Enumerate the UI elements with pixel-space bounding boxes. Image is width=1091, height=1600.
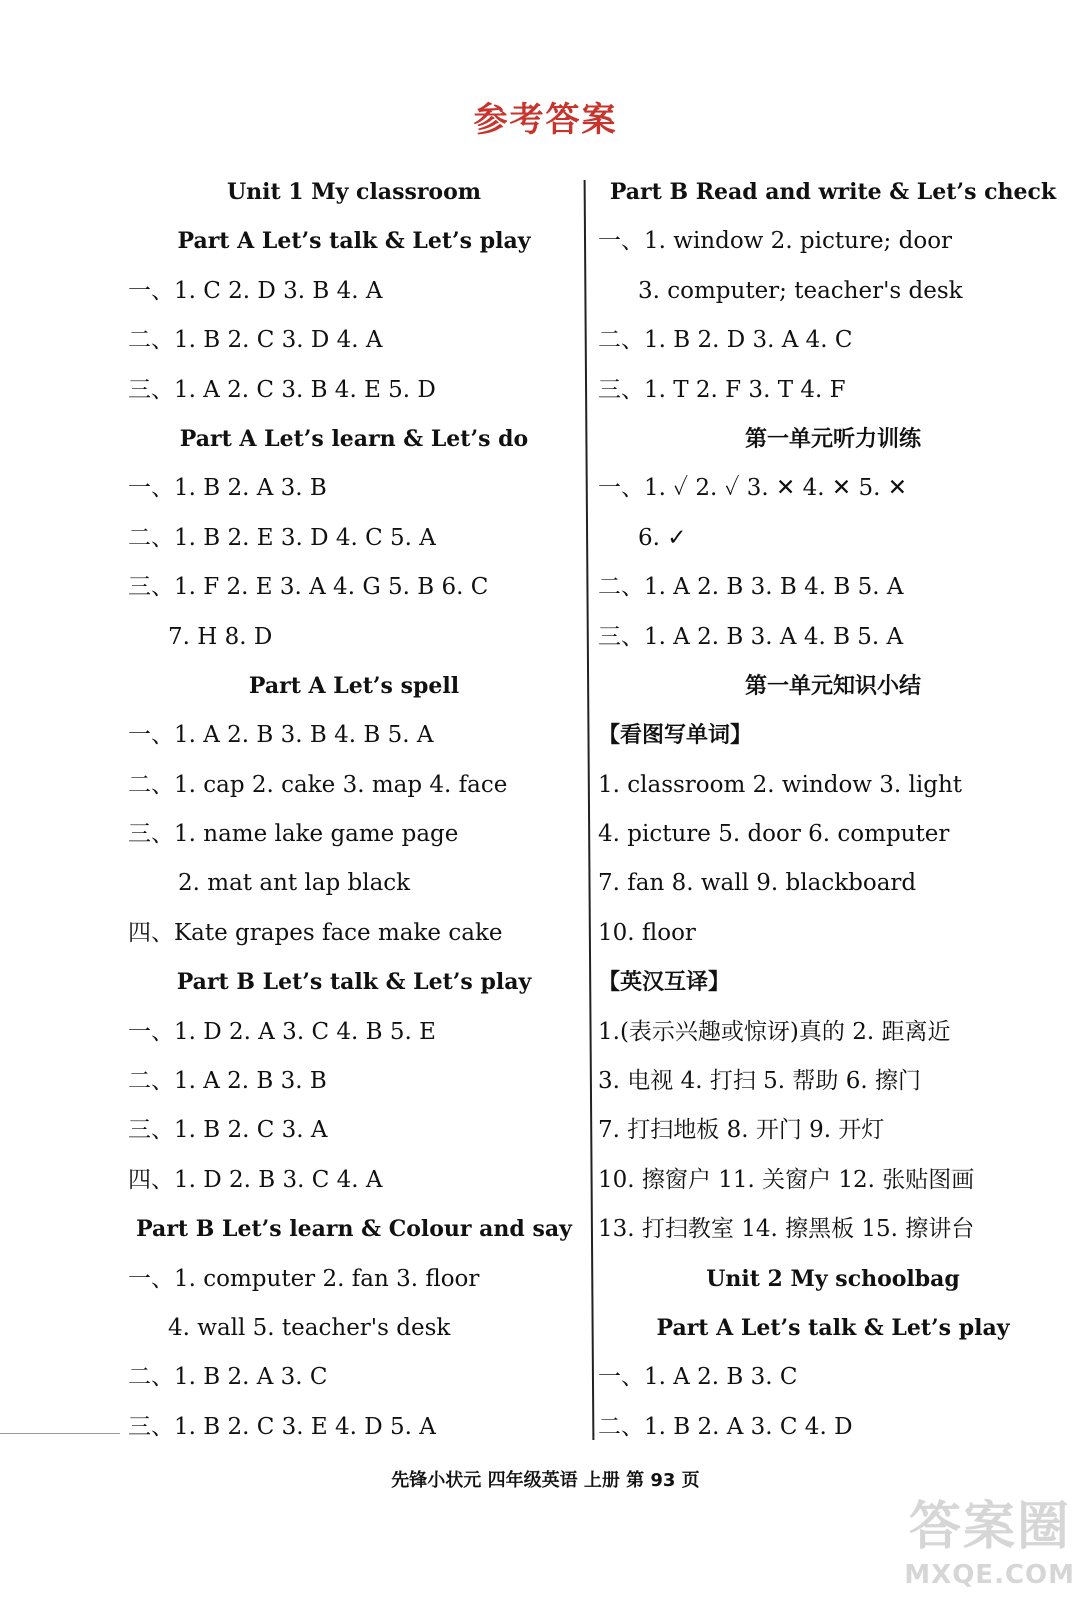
left-column: [128, 168, 580, 1452]
answer-line: 二、1. B 2. D 3. A 4. C: [598, 327, 853, 354]
answer-line: 一、1. ✓ 2. ✓ 3. ✕ 4. ✕ 5. ✕: [598, 475, 908, 502]
section-heading: Part A Let’s learn & Let’s do: [179, 425, 529, 452]
section-heading: Part A Let’s talk & Let’s play: [656, 1314, 1010, 1341]
answer-line: 二、1. A 2. B 3. B: [128, 1068, 327, 1095]
answer-line: 一、1. window 2. picture; door: [598, 228, 953, 255]
page-title: 参考答案: [473, 100, 618, 140]
answer-line: 二、1. B 2. A 3. C: [128, 1364, 328, 1391]
answer-line: 二、1. A 2. B 3. B 4. B 5. A: [598, 574, 904, 601]
section-heading: Part A Let’s spell: [248, 672, 460, 699]
answer-line: 四、Kate grapes face make cake: [128, 919, 503, 946]
answer-line: 10. floor: [598, 919, 696, 946]
answer-line: 7. H 8. D: [168, 623, 273, 650]
answer-line: 7. 打扫地板 8. 开门 9. 开灯: [598, 1117, 885, 1144]
answer-line: 4. picture 5. door 6. computer: [598, 821, 950, 848]
answer-line: 3. computer; teacher's desk: [638, 277, 963, 304]
section-heading: Part B Let’s talk & Let’s play: [176, 969, 532, 996]
answer-line: 1. classroom 2. window 3. light: [598, 771, 963, 798]
answer-line: 四、1. D 2. B 3. C 4. A: [128, 1166, 383, 1193]
section-heading: Unit 2 My schoolbag: [706, 1265, 960, 1292]
answer-line: 2. mat ant lap black: [178, 870, 411, 897]
answer-line: 6. ✓: [638, 524, 687, 551]
watermark-text-top: 答案圈: [908, 1497, 1071, 1557]
answer-line: 一、1. C 2. D 3. B 4. A: [128, 277, 383, 304]
answer-line: 三、1. A 2. C 3. B 4. E 5. D: [128, 376, 436, 403]
answer-line: 13. 打扫教室 14. 擦黑板 15. 擦讲台: [598, 1216, 975, 1243]
answer-line: 一、1. B 2. A 3. B: [128, 475, 327, 502]
subsection-label: 【看图写单词】: [598, 723, 753, 749]
answer-line: 二、1. B 2. A 3. C 4. D: [598, 1413, 853, 1440]
footer-rule: [0, 1433, 120, 1434]
answer-line: 一、1. computer 2. fan 3. floor: [128, 1265, 480, 1292]
answer-line: 一、1. D 2. A 3. C 4. B 5. E: [128, 1018, 436, 1045]
watermark-logo: [899, 1484, 1079, 1594]
subsection-label: 【英汉互译】: [598, 970, 731, 996]
answer-line: 3. 电视 4. 打扫 5. 帮助 6. 擦门: [598, 1068, 921, 1095]
answer-line: 10. 擦窗户 11. 关窗户 12. 张贴图画: [598, 1166, 975, 1193]
answer-line: 二、1. B 2. C 3. D 4. A: [128, 327, 383, 354]
section-heading: Part B Let’s learn & Colour and say: [136, 1216, 572, 1243]
section-heading: Part B Read and write & Let’s check: [609, 179, 1057, 205]
answer-line: 一、1. A 2. B 3. C: [598, 1364, 798, 1391]
answer-line: 1.(表示兴趣或惊讶)真的 2. 距离近: [598, 1018, 951, 1045]
answer-line: 三、1. T 2. F 3. T 4. F: [598, 376, 846, 403]
answer-line: 二、1. B 2. E 3. D 4. C 5. A: [128, 524, 436, 551]
section-heading: Part A Let’s talk & Let’s play: [177, 228, 531, 255]
answer-line: 三、1. B 2. C 3. E 4. D 5. A: [128, 1413, 436, 1440]
section-heading: Unit 1 My classroom: [226, 179, 482, 205]
answer-line: 一、1. A 2. B 3. B 4. B 5. A: [128, 722, 434, 749]
answer-line: 三、1. B 2. C 3. A: [128, 1117, 328, 1144]
answer-line: 三、1. name lake game page: [128, 821, 459, 848]
answer-line: 7. fan 8. wall 9. blackboard: [598, 870, 917, 897]
watermark-text-bottom: MXQE.COM: [904, 1560, 1075, 1590]
answer-line: 三、1. A 2. B 3. A 4. B 5. A: [598, 623, 904, 650]
column-divider: [584, 180, 595, 1440]
section-heading: 第一单元听力训练: [744, 426, 921, 452]
page-footer: 先锋小状元 四年级英语 上册 第 93 页: [391, 1470, 700, 1491]
answer-line: 三、1. F 2. E 3. A 4. G 5. B 6. C: [128, 574, 489, 601]
section-heading: 第一单元知识小结: [744, 673, 921, 699]
answer-line: 二、1. cap 2. cake 3. map 4. face: [128, 771, 508, 798]
answer-line: 4. wall 5. teacher's desk: [168, 1314, 451, 1341]
right-column: [598, 168, 1068, 1452]
